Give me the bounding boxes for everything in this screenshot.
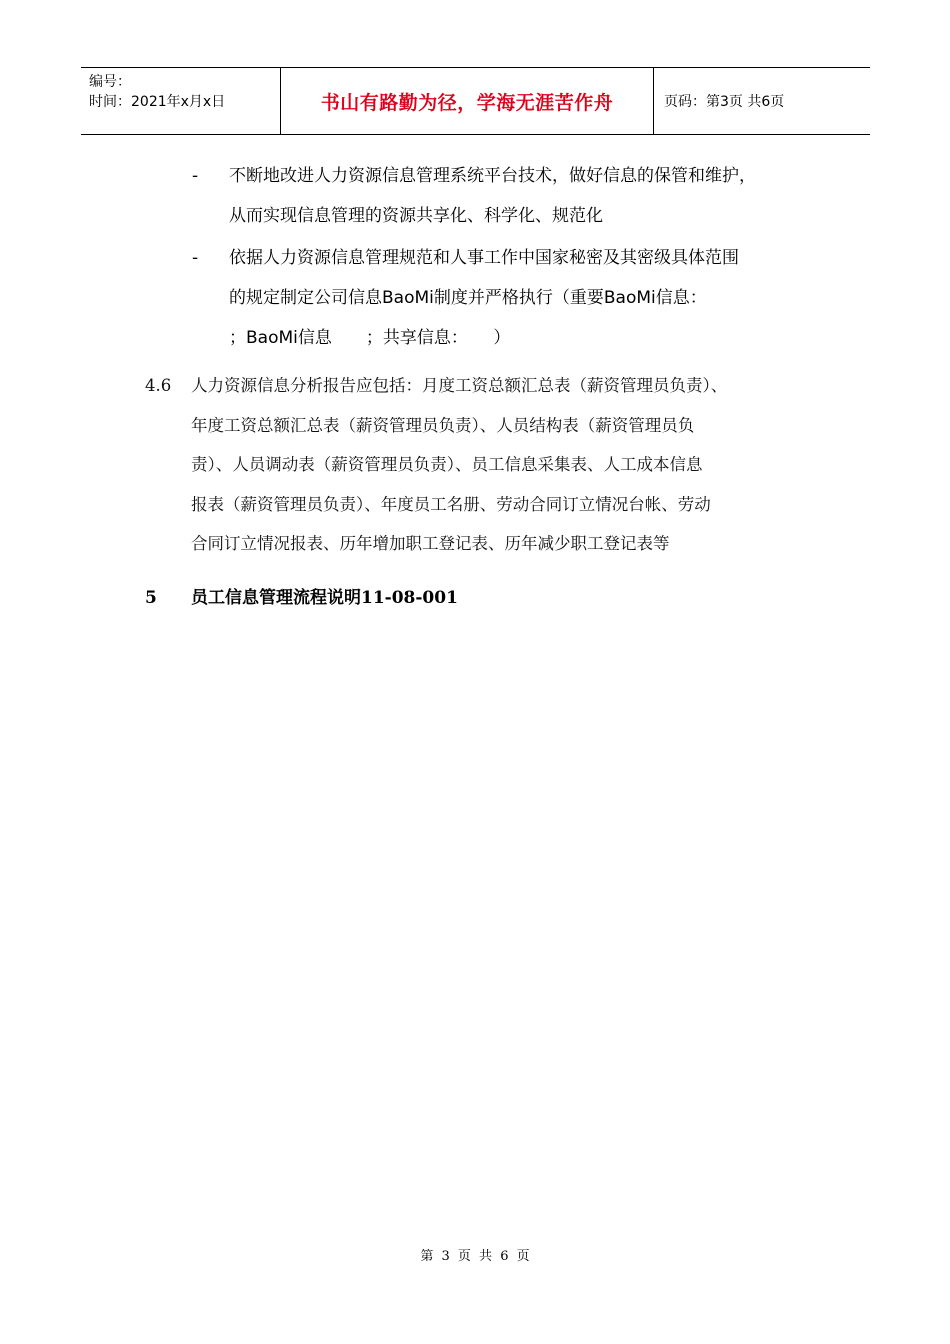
section-number: 4.6: [145, 376, 172, 395]
bullet-line: 依据人力资源信息管理规范和人事工作中国家秘密及其密级具体范围: [229, 248, 739, 268]
section-line: 年度工资总额汇总表（薪资管理员负责）、人员结构表（薪资管理员负: [191, 415, 695, 435]
header-page-label: 页码：第3页 共6页: [664, 94, 785, 110]
document-date-label: 时间：2021年x月x日: [89, 94, 226, 110]
bullet-line: 的规定制定公司信息BaoMi制度并严格执行（重要BaoMi信息：: [229, 288, 707, 308]
bullet-text: [229, 238, 739, 358]
section-4-6: [145, 366, 835, 564]
header-motto: 书山有路勤为径，学海无涯苦作舟: [281, 68, 654, 134]
page-footer: 第 3 页 共 6 页: [420, 1249, 530, 1264]
section-body: [191, 366, 727, 564]
section-line: 人力资源信息分析报告应包括：月度工资总额汇总表（薪资管理员负责）、: [191, 376, 728, 395]
bullet-marker: -: [192, 248, 199, 268]
bullet-marker: -: [192, 166, 199, 186]
document-number-label: 编号：: [89, 74, 131, 90]
bullet-item: [192, 238, 832, 358]
section-title: 员工信息管理流程说明11-08-001: [191, 588, 458, 608]
bullet-item: [192, 156, 832, 236]
section-line: 责）、人员调动表（薪资管理员负责）、员工信息采集表、人工成本信息: [191, 455, 703, 474]
bullet-line: 不断地改进人力资源信息管理系统平台技术，做好信息的保管和维护，: [229, 166, 756, 186]
header-meta: [81, 68, 281, 134]
section-5-heading: [145, 580, 458, 616]
bullet-line: 从而实现信息管理的资源共享化、科学化、规范化: [229, 206, 603, 226]
section-line: 报表（薪资管理员负责）、年度员工名册、劳动合同订立情况台帐、劳动: [191, 494, 711, 514]
bullet-list: [192, 156, 832, 360]
section-line: 合同订立情况报表、历年增加职工登记表、历年减少职工登记表等: [191, 534, 670, 553]
page-header: [81, 67, 870, 135]
bullet-line: ；BaoMi信息 ；共享信息： ）: [229, 328, 511, 348]
bullet-text: [229, 156, 756, 236]
section-number: 5: [145, 588, 157, 608]
